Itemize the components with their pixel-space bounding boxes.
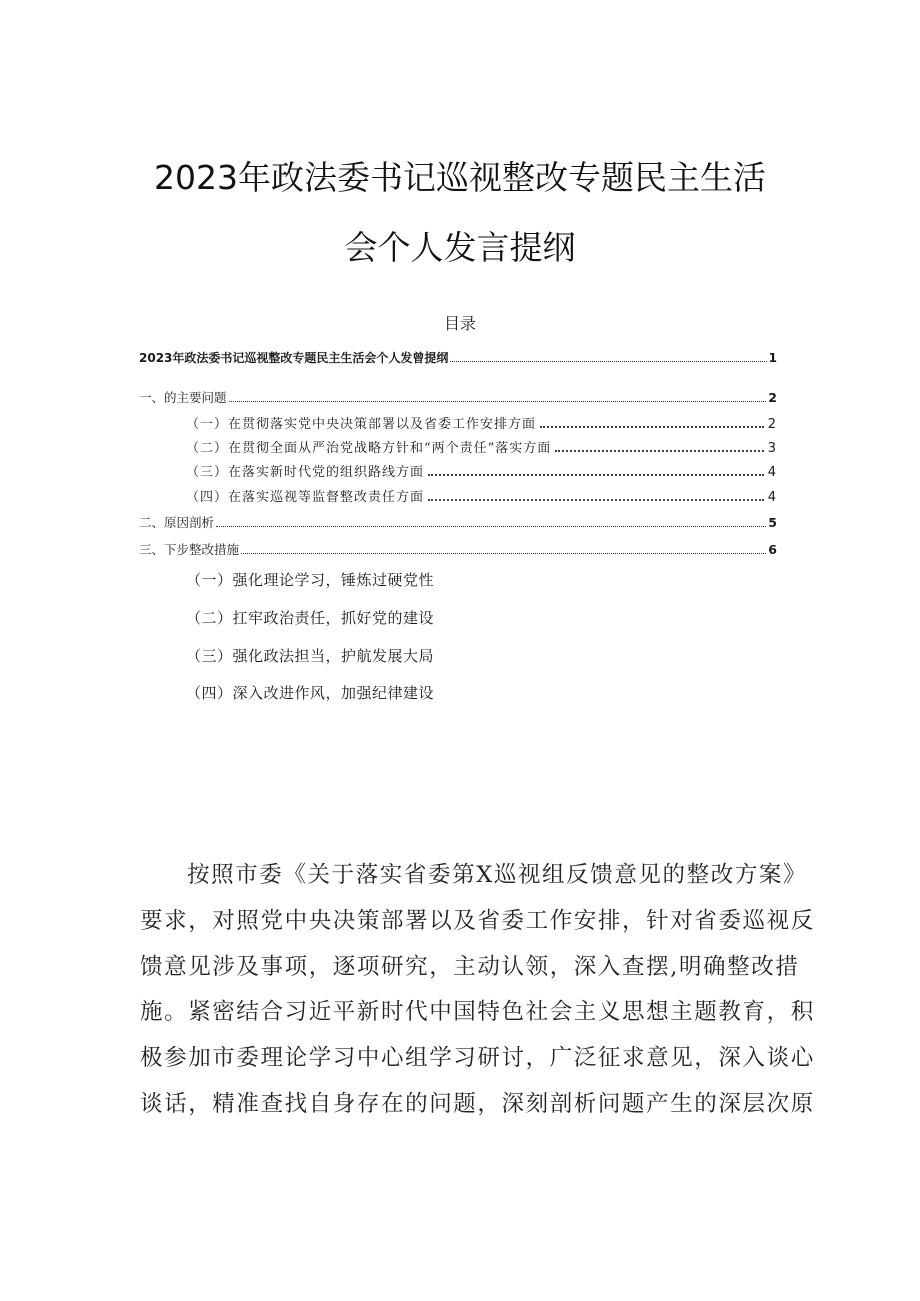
body-line: 按照市委《关于落实省委第X巡视组反馈意见的整改方案》: [187, 862, 808, 888]
measure-item-3: （三）强化政法担当，护航发展大局: [186, 647, 435, 665]
toc-leader-dots: [450, 360, 766, 362]
toc-leader-dots: [540, 425, 764, 428]
toc-entry-label: 2023年政法委书记巡视整改专题民主生活会个人发曾提纲: [139, 351, 449, 365]
toc-leader-dots: [428, 498, 764, 501]
body-line: 极参加市委理论学习中心组学习研讨，广泛征求意见，深入谈心: [140, 1045, 815, 1072]
body-line: 施。紧密结合习近平新时代中国特色社会主义思想主题教育，积: [140, 999, 815, 1026]
toc-entry-label: 三、下步整改措施: [139, 542, 240, 557]
toc-entry-section-1-4[interactable]: [186, 486, 777, 505]
toc-entry-label: 二、原因剖析: [139, 515, 215, 530]
toc-entry-section-1-2[interactable]: [186, 437, 777, 456]
toc-leader-dots: [241, 552, 766, 554]
toc-entry-page: 1: [768, 351, 777, 365]
toc-entry-page: 4: [767, 490, 777, 505]
body-line: 谈话，精准查找自身存在的问题，深刻剖析问题产生的深层次原: [140, 1090, 815, 1117]
toc-entry-section-1[interactable]: [139, 388, 777, 406]
body-paragraph: [140, 853, 815, 1128]
toc-entry-label: （四）在落实巡视等监督整改责任方面: [186, 490, 425, 505]
toc-entry-label: （三）在落实新时代党的组织路线方面: [186, 465, 425, 480]
toc-leader-dots: [555, 449, 763, 452]
toc-entry-section-1-3[interactable]: [186, 461, 777, 480]
toc-entry-label: （二）在贯彻全面从严治党战略方针和“两个责任”落实方面: [186, 441, 552, 456]
toc-entry-page: 4: [767, 465, 777, 480]
toc-entry-page: 3: [767, 441, 777, 456]
body-line: 要求，对照党中央决策部署以及省委工作安排，针对省委巡视反: [140, 907, 815, 934]
toc-entry-page: 5: [768, 515, 777, 530]
toc-entry-section-2[interactable]: [139, 513, 777, 531]
toc-entry-page: 2: [768, 390, 777, 405]
measure-item-4: （四）深入改进作风，加强纪律建设: [186, 684, 435, 702]
toc-entry-section-3[interactable]: [139, 540, 777, 558]
toc-entry-label: 一、的主要问题: [139, 390, 227, 405]
toc-entry-label: （一）在贯彻落实党中央决策部署以及省委工作安排方面: [186, 417, 537, 432]
toc-entry-page: 2: [767, 417, 777, 432]
body-line: 馈意见涉及事项，逐项研究，主动认领，深入查摆,明确整改措: [140, 953, 800, 980]
toc-leader-dots: [216, 525, 766, 527]
toc-entry-page: 6: [768, 542, 777, 557]
measure-item-2: （二）扛牢政治责任，抓好党的建设: [186, 609, 435, 627]
document-title-line-1: 2023年政法委书记巡视整改专题民主生活: [154, 158, 766, 197]
toc-leader-dots: [428, 473, 764, 476]
toc-heading: 目录: [443, 314, 476, 333]
document-title-line-2: 会个人发言提纲: [344, 228, 576, 267]
toc-entry-section-1-1[interactable]: [186, 413, 777, 432]
toc-entry-title[interactable]: [139, 349, 777, 366]
measure-item-1: （一）强化理论学习，锤炼过硬党性: [186, 571, 435, 589]
toc-leader-dots: [229, 400, 767, 402]
